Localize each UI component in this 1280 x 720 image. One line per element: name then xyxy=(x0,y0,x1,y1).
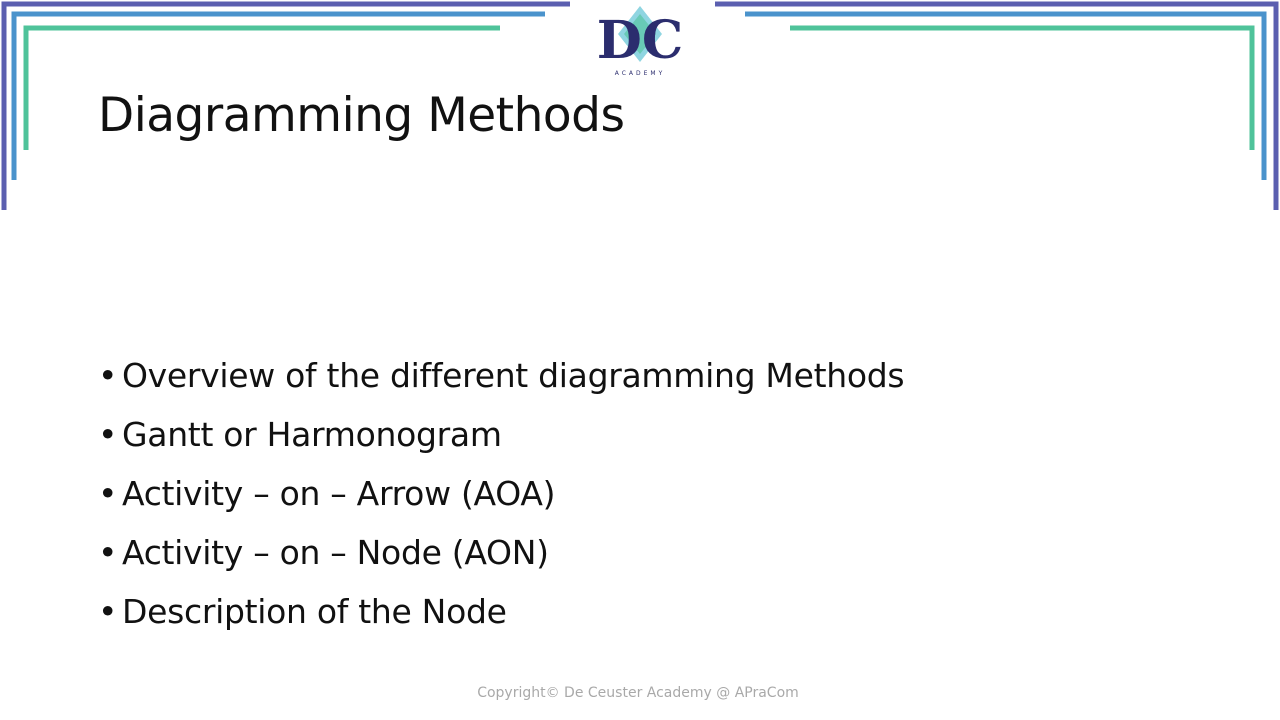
bullet-dot-icon: • xyxy=(98,415,118,454)
bullet-text: Gantt or Harmonogram xyxy=(122,415,502,454)
copyright-footer: Copyright© De Ceuster Academy @ APraCom xyxy=(477,685,799,701)
bullet-dot-icon: • xyxy=(98,533,118,572)
bullet-item xyxy=(98,466,904,525)
bullet-list xyxy=(98,348,904,643)
dc-academy-logo xyxy=(596,6,684,80)
logo-subtitle: ACADEMY xyxy=(614,70,666,77)
bullet-item xyxy=(98,348,904,407)
logo-letters: DC xyxy=(596,10,684,70)
bullet-item xyxy=(98,584,904,643)
bullet-text: Overview of the different diagramming Methods xyxy=(122,356,905,395)
bullet-dot-icon: • xyxy=(98,356,118,395)
slide-title: Diagramming Methods xyxy=(98,88,625,143)
bullet-text: Description of the Node xyxy=(122,592,507,631)
bullet-text: Activity – on – Node (AON) xyxy=(122,533,549,572)
bullet-text: Activity – on – Arrow (AOA) xyxy=(122,474,556,513)
bullet-item xyxy=(98,407,904,466)
bullet-dot-icon: • xyxy=(98,592,118,631)
bullet-item xyxy=(98,525,904,584)
bullet-dot-icon: • xyxy=(98,474,118,513)
